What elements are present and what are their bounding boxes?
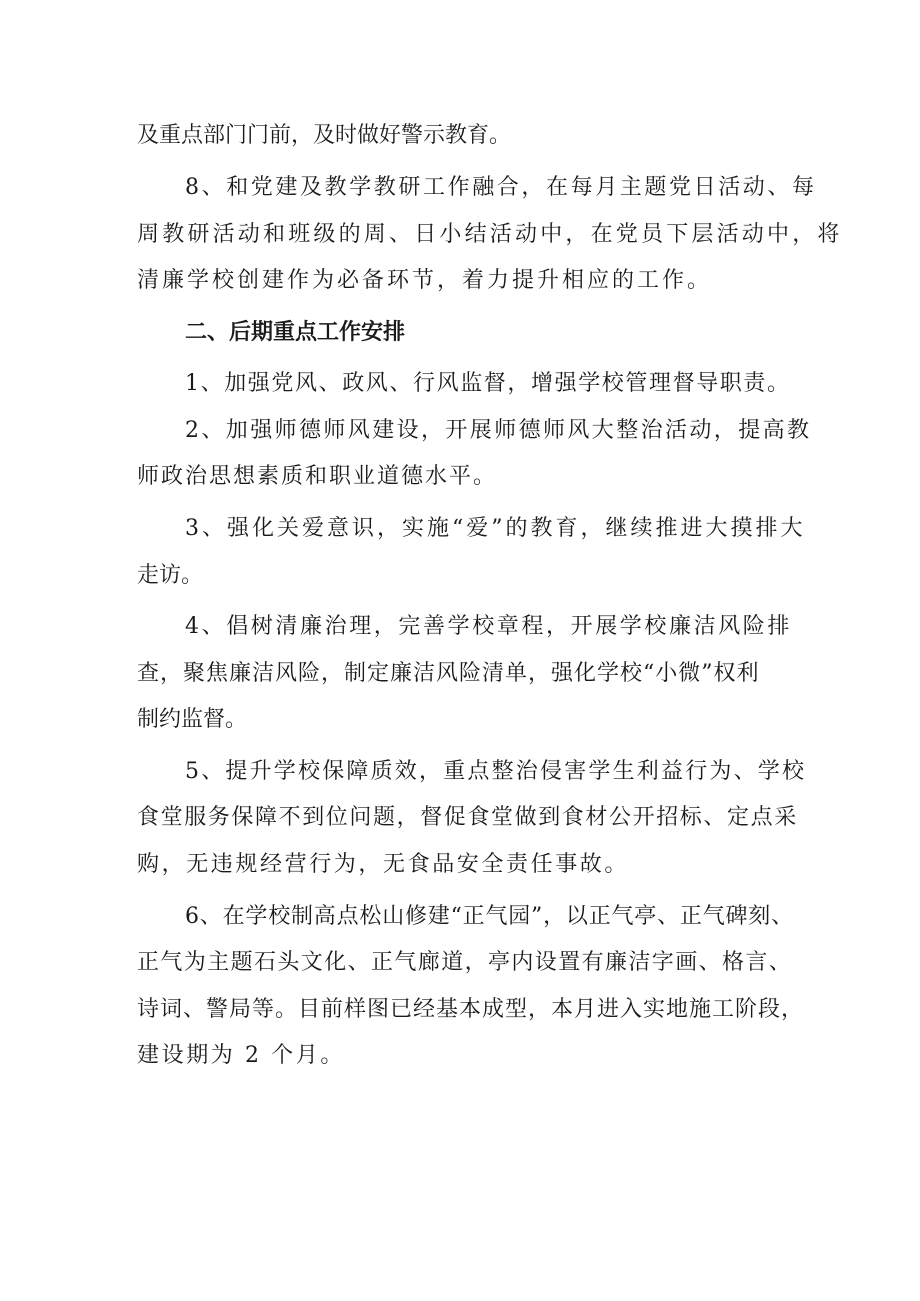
paragraph-line: 5、提升学校保障质效，重点整治侵害学生利益行为、学校	[185, 759, 807, 784]
paragraph-line: 购，无违规经营行为，无食品安全责任事故。	[137, 852, 630, 877]
paragraph-line: 3、强化关爱意识，实施“爱”的教育，继续推进大摸排大	[185, 516, 806, 541]
paragraph-line: 8、和党建及教学教研工作融合，在每月主题党日活动、每	[185, 175, 817, 200]
paragraph-line: 6、在学校制高点松山修建“正气园”，以正气亭、正气碑刻、	[185, 904, 794, 929]
paragraph-line: 清廉学校创建作为必备环节，着力提升相应的工作。	[137, 268, 713, 293]
paragraph-line: 正气为主题石头文化、正气廊道，亭内设置有廉洁字画、格言、	[137, 950, 793, 975]
paragraph-line: 师政治思想素质和职业道德水平。	[137, 464, 498, 489]
paragraph-line: 诗词、警局等。目前样图已经基本成型，本月进入实地施工阶段，	[137, 997, 805, 1022]
paragraph-line: 建设期为 2 个月。	[137, 1043, 345, 1068]
paragraph-line: 走访。	[137, 563, 204, 588]
paragraph-line: 4、倡树清廉治理，完善学校章程，开展学校廉洁风险排	[185, 614, 792, 639]
paragraph-line: 查，聚焦廉洁风险，制定廉洁风险清单，强化学校“小微”权利	[137, 661, 760, 686]
paragraph-line: 2、加强师德师风建设，开展师德师风大整治活动，提高教	[185, 418, 812, 443]
section-heading: 二、后期重点工作安排	[185, 320, 406, 345]
paragraph-line: 食堂服务保障不到位问题，督促食堂做到食材公开招标、定点采	[137, 805, 798, 830]
paragraph-line: 周教研活动和班级的周、日小结活动中，在党员下层活动中，将	[137, 222, 843, 247]
paragraph-line: 及重点部门门前，及时做好警示教育。	[137, 123, 512, 148]
paragraph-line: 1、加强党风、政风、行风监督，增强学校管理督导职责。	[185, 371, 791, 396]
paragraph-line: 制约监督。	[137, 707, 248, 732]
